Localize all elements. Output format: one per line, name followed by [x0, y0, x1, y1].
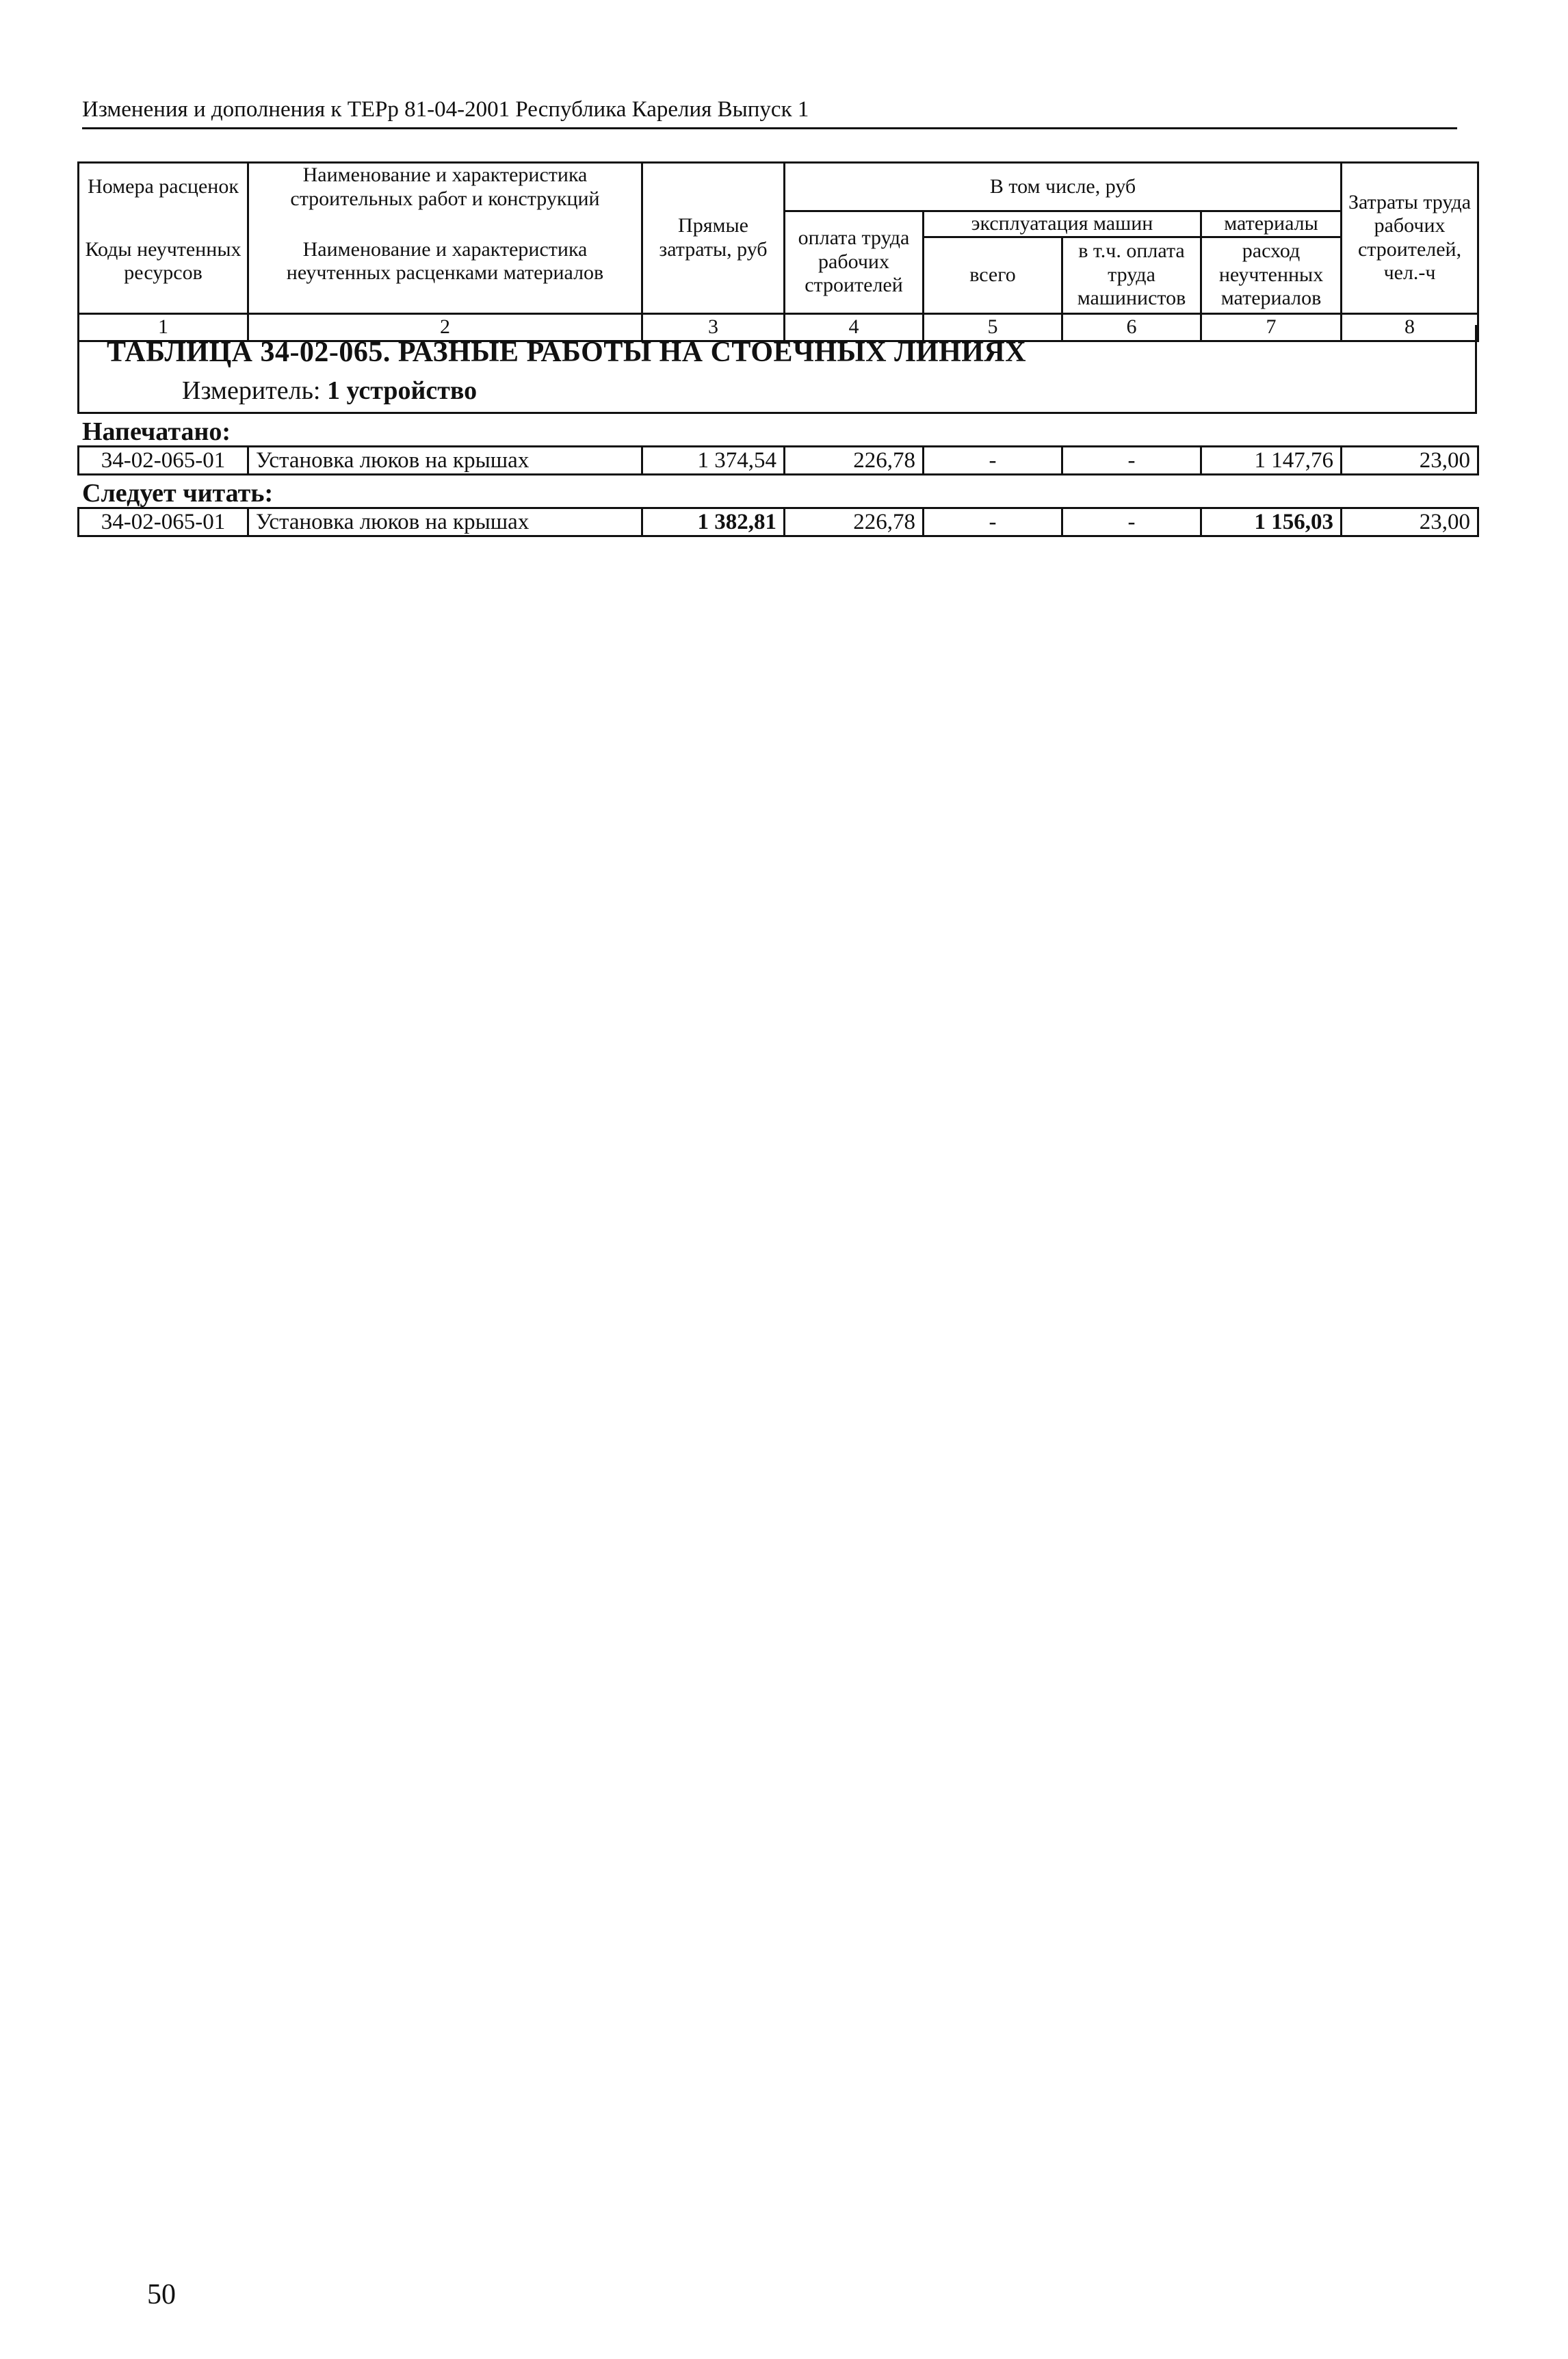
- work-name: Установка люков на крышах: [248, 447, 642, 475]
- table-row: [79, 508, 1478, 536]
- machines-total: -: [924, 447, 1062, 475]
- materials-cost: 1 156,03: [1201, 508, 1342, 536]
- machinist-wages: -: [1062, 447, 1201, 475]
- column-number: 3: [642, 313, 785, 341]
- printed-label: Напечатано:: [82, 417, 231, 446]
- labor-hours: 23,00: [1342, 508, 1478, 536]
- header-resource-codes: Коды неучтенных ресурсов: [79, 211, 248, 313]
- measure-unit: [182, 376, 477, 406]
- worker-wages: 226,78: [785, 447, 924, 475]
- column-number: 4: [785, 313, 924, 341]
- header-worker-wages: оплата труда рабочих строителей: [785, 211, 924, 313]
- machines-total: -: [924, 508, 1062, 536]
- header-materials-name: Наименование и характеристика неучтенных расценками материалов: [248, 211, 642, 313]
- direct-costs: 1 374,54: [642, 447, 785, 475]
- page-number: 50: [147, 2279, 176, 2310]
- header-materials-group: материалы: [1201, 211, 1342, 237]
- table-title: ТАБЛИЦА 34-02-065. РАЗНЫЕ РАБОТЫ НА СТОЕЧНЫХ ЛИНИЯХ: [107, 337, 1027, 368]
- printed-row-table: [77, 445, 1479, 475]
- header-machinist-wages: в т.ч. оплата труда машинистов: [1062, 237, 1201, 313]
- header-including-group: В том числе, руб: [785, 163, 1342, 211]
- column-number: 7: [1201, 313, 1342, 341]
- materials-cost: 1 147,76: [1201, 447, 1342, 475]
- worker-wages: 226,78: [785, 508, 924, 536]
- labor-hours: 23,00: [1342, 447, 1478, 475]
- table-title-box: [77, 325, 1477, 414]
- header-rate-numbers: Номера расценок: [79, 163, 248, 211]
- measure-label: Измеритель:: [182, 376, 321, 405]
- direct-costs: 1 382,81: [642, 508, 785, 536]
- header-unaccounted-materials: расход неучтенных материалов: [1201, 237, 1342, 313]
- table-row: [79, 447, 1478, 475]
- column-number: 1: [79, 313, 248, 341]
- header-direct-costs: Прямые затраты, руб: [642, 163, 785, 314]
- machinist-wages: -: [1062, 508, 1201, 536]
- measure-value: 1 устройство: [327, 376, 478, 405]
- corrected-row-table: [77, 507, 1479, 537]
- rate-code: 34-02-065-01: [79, 508, 248, 536]
- rate-code: 34-02-065-01: [79, 447, 248, 475]
- column-number: 8: [1342, 313, 1478, 341]
- work-name: Установка люков на крышах: [248, 508, 642, 536]
- header-work-name: Наименование и характеристика строительных работ и конструкций: [248, 163, 642, 211]
- column-number: 2: [248, 313, 642, 341]
- column-header-table: [77, 161, 1479, 342]
- running-header: Изменения и дополнения к ТЕРр 81-04-2001 Республика Карелия Выпуск 1: [82, 97, 1457, 129]
- column-number: 5: [924, 313, 1062, 341]
- header-machines-total: всего: [924, 237, 1062, 313]
- header-labor-hours: Затраты труда рабочих строителей, чел.-ч: [1342, 163, 1478, 314]
- header-machines-group: эксплуатация машин: [924, 211, 1201, 237]
- corrected-label: Следует читать:: [82, 479, 274, 508]
- column-number: 6: [1062, 313, 1201, 341]
